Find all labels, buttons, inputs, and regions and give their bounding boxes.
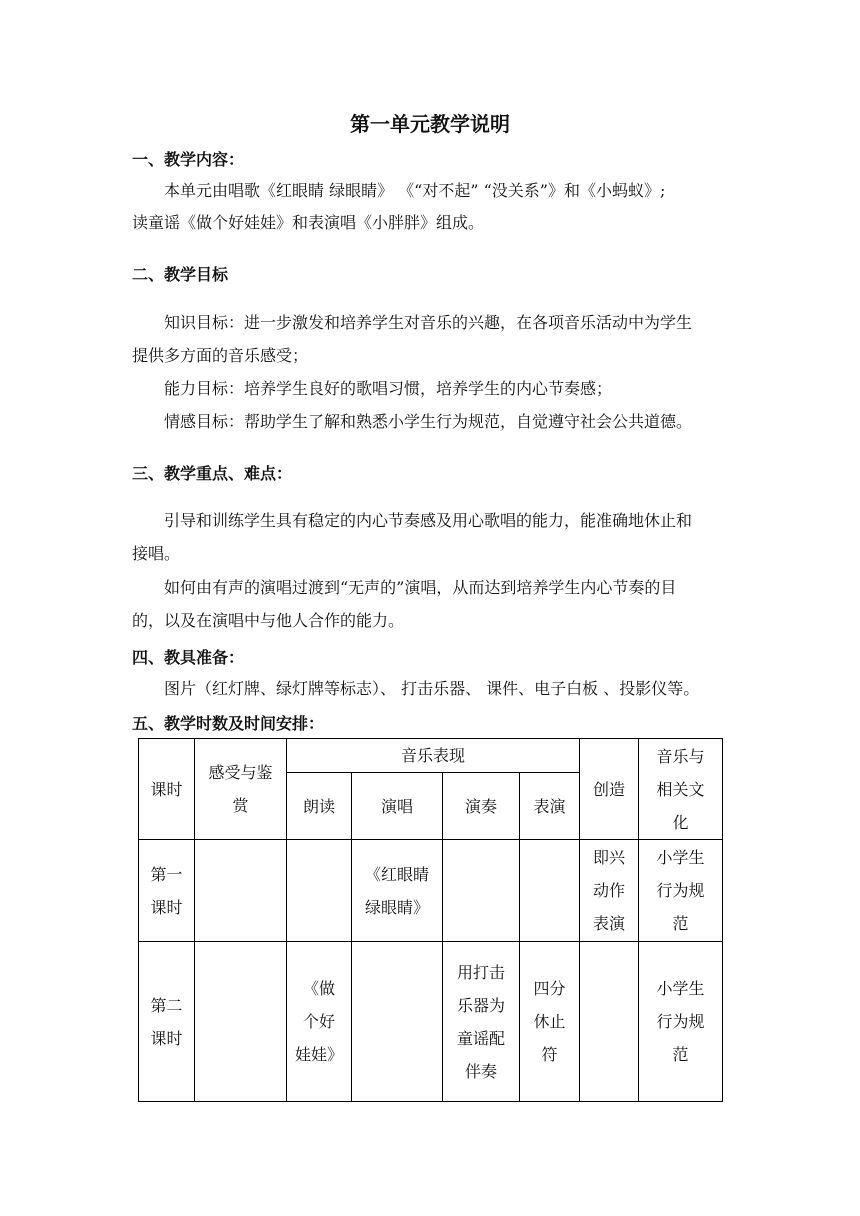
cell-read: 《做 个好 娃娃》 <box>287 942 352 1102</box>
header-culture: 音乐与 相关文 化 <box>639 739 723 840</box>
content-line: 如何由有声的演唱过渡到“无声的”演唱，从而达到培养学生内心节奏的目 <box>164 578 677 597</box>
header-create: 创造 <box>580 739 639 840</box>
subheader-read: 朗读 <box>287 773 352 840</box>
section-heading-materials: 四、教具准备： <box>132 648 245 667</box>
cell-lesson: 第一 课时 <box>139 840 195 942</box>
content-line: 能力目标：培养学生良好的歌唱习惯，培养学生的内心节奏感； <box>164 379 613 398</box>
cell-play: 用打击 乐器为 童谣配 伴奏 <box>443 942 520 1102</box>
content-line: 本单元由唱歌《红眼睛 绿眼睛》 《“对不起” “没关系”》和《小蚂蚁》; <box>164 181 666 200</box>
table-row <box>139 840 723 942</box>
header-lesson: 课时 <box>139 739 195 840</box>
cell-create: 即兴 动作 表演 <box>580 840 639 942</box>
content-line: 图片（红灯牌、绿灯牌等标志）、 打击乐器、 课件、电子白板 、投影仪等。 <box>164 679 700 698</box>
cell-sing: 《红眼睛 绿眼睛》 <box>352 840 443 942</box>
section-heading-key-points: 三、教学重点、难点： <box>132 464 293 483</box>
subheader-sing: 演唱 <box>352 773 443 840</box>
cell-sing <box>352 942 443 1102</box>
header-appreciation: 感受与鉴 赏 <box>195 739 287 840</box>
section-heading-schedule: 五、教学时数及时间安排： <box>132 714 325 733</box>
header-music-performance: 音乐表现 <box>287 739 580 773</box>
content-line: 知识目标：进一步激发和培养学生对音乐的兴趣，在各项音乐活动中为学生 <box>164 313 693 332</box>
cell-culture: 小学生 行为规 范 <box>639 942 723 1102</box>
section-heading-goals: 二、教学目标 <box>132 265 229 284</box>
cell-act: 四分 休止 符 <box>520 942 580 1102</box>
cell-create <box>580 942 639 1102</box>
section-heading-content: 一、教学内容： <box>132 150 245 169</box>
content-line: 情感目标：帮助学生了解和熟悉小学生行为规范，自觉遵守社会公共道德。 <box>164 412 693 431</box>
cell-read <box>287 840 352 942</box>
content-line: 引导和训练学生具有稳定的内心节奏感及用心歌唱的能力，能准确地休止和 <box>164 511 693 530</box>
content-line: 提供多方面的音乐感受； <box>132 346 309 365</box>
table-row <box>139 942 723 1102</box>
cell-appreciation <box>195 942 287 1102</box>
content-line: 读童谣《做个好娃娃》和表演唱《小胖胖》组成。 <box>132 213 485 232</box>
subheader-act: 表演 <box>520 773 580 840</box>
subheader-play: 演奏 <box>443 773 520 840</box>
cell-appreciation <box>195 840 287 942</box>
cell-lesson: 第二 课时 <box>139 942 195 1102</box>
content-line: 接唱。 <box>132 544 181 563</box>
cell-culture: 小学生 行为规 范 <box>639 840 723 942</box>
page-title: 第一单元教学说明 <box>350 112 510 136</box>
content-line: 的，以及在演唱中与他人合作的能力。 <box>132 611 405 630</box>
cell-play <box>443 840 520 942</box>
cell-act <box>520 840 580 942</box>
schedule-table <box>138 738 723 1102</box>
